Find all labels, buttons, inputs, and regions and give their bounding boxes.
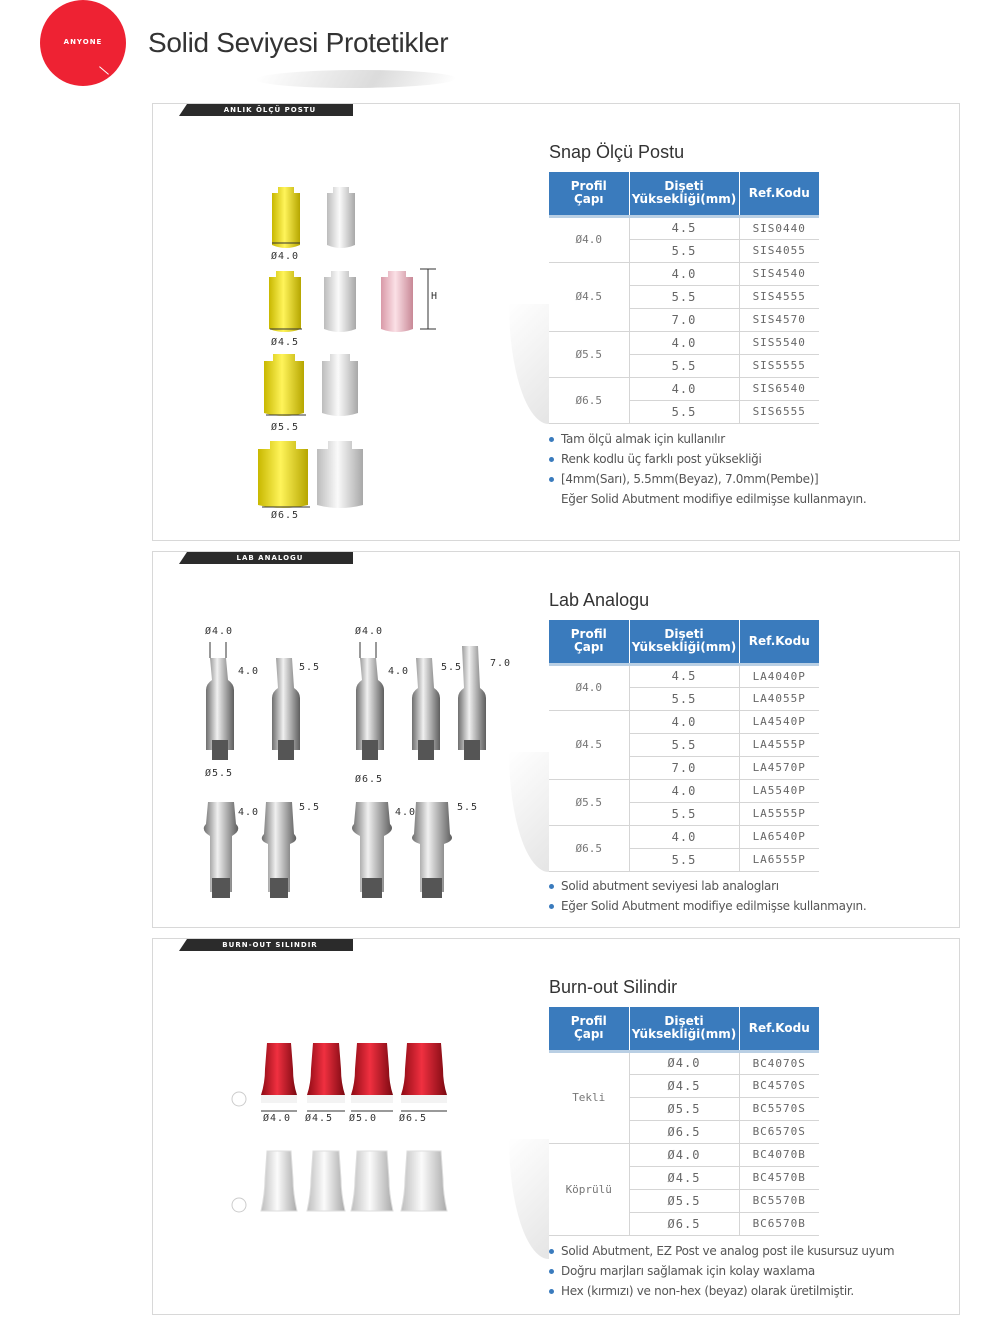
dimension-label: Ø6.5 bbox=[399, 1113, 428, 1124]
section-tag: LAB ANALOGU bbox=[187, 552, 353, 564]
dimension-label: Ø4.0 bbox=[355, 626, 384, 637]
page-title: Solid Seviyesi Protetikler bbox=[148, 27, 449, 58]
section-tag: ANLIK ÖLÇÜ POSTU bbox=[187, 104, 353, 116]
col-header: Dişeti Yüksekliği(mm) bbox=[629, 620, 739, 664]
table-row: Ø5.5 BC5570S bbox=[549, 1097, 819, 1120]
product-title: Snap Ölçü Postu bbox=[549, 142, 685, 162]
note-item: Doğru marjları sağlamak için kolay waxlama bbox=[549, 1261, 894, 1281]
table-row: Ø4.5 BC4570S bbox=[549, 1074, 819, 1097]
brand-logo bbox=[40, 0, 126, 86]
table-row: Ø6.5 BC6570S bbox=[549, 1120, 819, 1143]
dimension-label: Ø6.5 bbox=[271, 510, 300, 521]
table-row: Köprülü Ø4.0 BC4070B bbox=[549, 1143, 819, 1166]
decorative-shadow bbox=[509, 304, 549, 424]
table-row: Ø4.0 4.5 LA4040P bbox=[549, 664, 819, 687]
product-title: Burn-out Silindir bbox=[549, 977, 678, 997]
hex-cylinders bbox=[232, 1043, 447, 1111]
dimension-label: 5.5 bbox=[299, 662, 321, 673]
note-item: Solid Abutment, EZ Post ve analog post ile kusursuz uyum bbox=[549, 1241, 894, 1261]
burnout-cylinder-illustration bbox=[231, 1037, 451, 1222]
dimension-label: 4.0 bbox=[238, 807, 260, 818]
dimension-label: 7.0 bbox=[490, 658, 512, 669]
note-item: Eğer Solid Abutment modifiye edilmişse kullanmayın. bbox=[561, 492, 867, 506]
col-header: Profil Çapı bbox=[549, 1007, 629, 1051]
table-row: 5.5 LA4055P bbox=[549, 687, 819, 710]
table-row: Ø4.5 4.0 LA4540P bbox=[549, 710, 819, 733]
section-tag: BURN-OUT SILINDIR bbox=[187, 939, 353, 951]
table-row: Tekli Ø4.0 BC4070S bbox=[549, 1051, 819, 1074]
dimension-label: Ø4.0 bbox=[263, 1113, 292, 1124]
dimension-label: Ø5.0 bbox=[349, 1113, 378, 1124]
decorative-shadow bbox=[509, 1139, 549, 1259]
table-row: Ø6.5 BC6570B bbox=[549, 1212, 819, 1235]
note-item: Eğer Solid Abutment modifiye edilmişse kullanmayın. bbox=[549, 896, 866, 916]
table-row: 5.5 SIS4555 bbox=[549, 285, 819, 308]
dimension-label: 4.0 bbox=[238, 666, 260, 677]
non-hex-cylinders bbox=[232, 1151, 447, 1212]
snap-post-row-4-5 bbox=[269, 269, 439, 332]
note-item: [4mm(Sarı), 5.5mm(Beyaz), 7.0mm(Pembe)] bbox=[549, 469, 866, 489]
feature-notes bbox=[549, 1241, 894, 1301]
feature-notes bbox=[549, 876, 866, 916]
table-row: 5.5 SIS6555 bbox=[549, 400, 819, 423]
table-row: 5.5 LA5555P bbox=[549, 802, 819, 825]
analog-row-top bbox=[206, 642, 486, 760]
snap-post-row-5-5 bbox=[264, 354, 358, 416]
table-row: Ø5.5 BC5570B bbox=[549, 1189, 819, 1212]
spec-table bbox=[549, 620, 819, 872]
col-header: Profil Çapı bbox=[549, 172, 629, 216]
snap-post-illustration bbox=[248, 179, 458, 524]
title-swoosh bbox=[251, 70, 461, 88]
table-row: Ø5.5 4.0 LA5540P bbox=[549, 779, 819, 802]
dimension-label: 4.0 bbox=[388, 666, 410, 677]
col-header: Ref.Kodu bbox=[739, 620, 819, 664]
brand-logo-text: ANYONE bbox=[63, 38, 103, 46]
dimension-label: Ø4.5 bbox=[305, 1113, 334, 1124]
table-row: 5.5 LA4555P bbox=[549, 733, 819, 756]
dimension-label: Ø4.0 bbox=[271, 251, 300, 262]
note-item: Hex (kırmızı) ve non-hex (beyaz) olarak üretilmiştir. bbox=[549, 1281, 894, 1301]
col-header: Ref.Kodu bbox=[739, 1007, 819, 1051]
dimension-label: Ø6.5 bbox=[355, 774, 384, 785]
dimension-label: Ø4.0 bbox=[205, 626, 234, 637]
col-header: Ref.Kodu bbox=[739, 172, 819, 216]
product-title: Lab Analogu bbox=[549, 590, 650, 610]
table-row: 5.5 SIS5555 bbox=[549, 354, 819, 377]
spec-table bbox=[549, 172, 819, 424]
dimension-label: Ø5.5 bbox=[205, 768, 234, 779]
dimension-label: 4.0 bbox=[395, 807, 417, 818]
dimension-label: 5.5 bbox=[457, 802, 479, 813]
table-row: 7.0 SIS4570 bbox=[549, 308, 819, 331]
note-item: Renk kodlu üç farklı post yüksekliği bbox=[549, 449, 866, 469]
table-row: 5.5 SIS4055 bbox=[549, 239, 819, 262]
dimension-label: Ø5.5 bbox=[271, 422, 300, 433]
dimension-label: 5.5 bbox=[441, 662, 463, 673]
note-item: Solid abutment seviyesi lab analogları bbox=[549, 876, 866, 896]
table-row: Ø6.5 4.0 LA6540P bbox=[549, 825, 819, 848]
spec-table bbox=[549, 1007, 819, 1236]
col-header: Profil Çapı bbox=[549, 620, 629, 664]
table-row: 7.0 LA4570P bbox=[549, 756, 819, 779]
snap-post-row-6-5 bbox=[258, 441, 363, 508]
table-row: Ø4.5 4.0 SIS4540 bbox=[549, 262, 819, 285]
section-lab-analog bbox=[152, 551, 960, 928]
dimension-label: Ø4.5 bbox=[271, 337, 300, 348]
snap-post-row-4-0 bbox=[272, 187, 355, 248]
table-row: 5.5 LA6555P bbox=[549, 848, 819, 871]
dimension-label: 5.5 bbox=[299, 802, 321, 813]
col-header: Dişeti Yüksekliği(mm) bbox=[629, 1007, 739, 1051]
dimension-label: H bbox=[431, 291, 439, 302]
table-row: Ø4.5 BC4570B bbox=[549, 1166, 819, 1189]
note-item: Tam ölçü almak için kullanılır bbox=[549, 429, 866, 449]
section-burnout-cylinder bbox=[152, 938, 960, 1315]
section-snap-impression bbox=[152, 103, 960, 541]
table-row: Ø6.5 4.0 SIS6540 bbox=[549, 377, 819, 400]
table-row: Ø4.0 4.5 SIS0440 bbox=[549, 216, 819, 239]
feature-notes bbox=[549, 429, 866, 509]
table-row: Ø5.5 4.0 SIS5540 bbox=[549, 331, 819, 354]
col-header: Dişeti Yüksekliği(mm) bbox=[629, 172, 739, 216]
